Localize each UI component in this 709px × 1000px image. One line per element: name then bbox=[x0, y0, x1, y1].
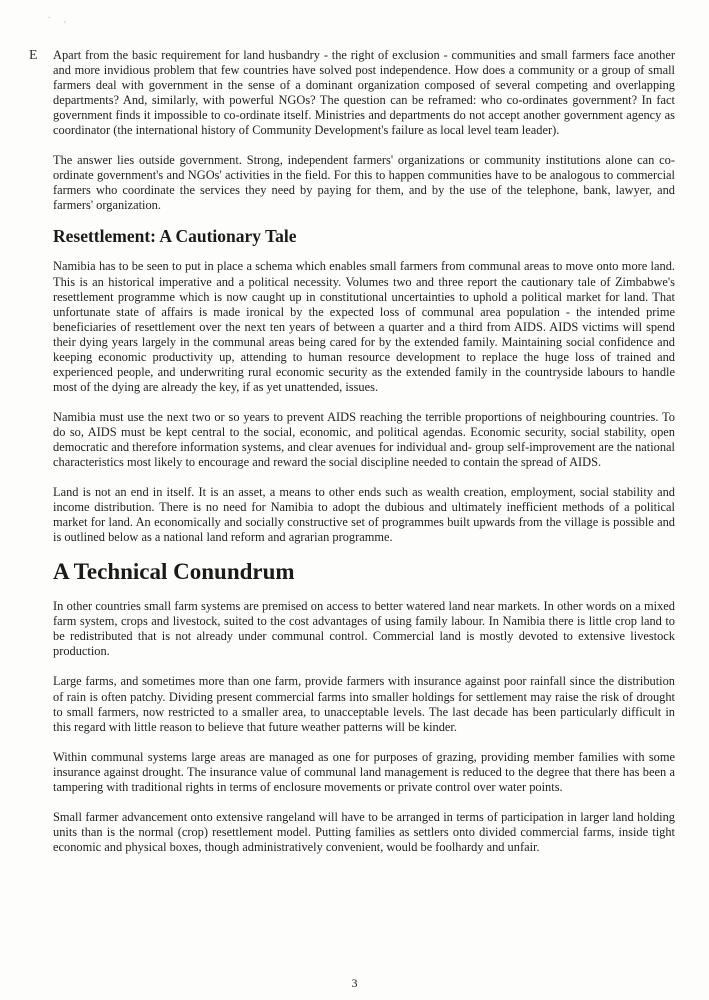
page-number: 3 bbox=[351, 976, 358, 990]
paragraph-communal-systems: Within communal systems large areas are managed as one for purposes of grazing, providing member families with some insurance against drought. The insurance value of communal land management is reduced to the degree that there has been a tampering with traditional rights in terms of enclosure movements or private control over water points. bbox=[53, 749, 675, 794]
paragraph-small-farmer-advancement: Small farmer advancement onto extensive rangeland will have to be arranged in terms of participation in larger land holding units than is the normal (crop) resettlement model. Putting families as settlers onto divided commercial farms, inside tight economic and physical boxes, though administratively convenient, would be foolhardy and unfair. bbox=[53, 809, 675, 854]
margin-mark: E bbox=[29, 48, 38, 63]
scan-speck: . bbox=[48, 10, 51, 21]
page-content bbox=[53, 48, 675, 855]
scan-speck: ' bbox=[64, 20, 66, 31]
paragraph-small-farm-systems: In other countries small farm systems are premised on access to better watered land near markets. In other words on a mixed farm system, crops and livestock, suited to the cost advantages of using family labour. In Namibia there is little crop land to be redistributed that is not already under communal control. Commercial land is mostly devoted to extensive livestock production. bbox=[53, 599, 675, 659]
paragraph-answer: The answer lies outside government. Strong, independent farmers' organizations or community institutions alone can co-ordinate government's and NGOs' activities in the field. For this to happen communities have to be analogous to commercial farmers who coordinate the services they need by paying for them, and by the use of the telephone, bank, lawyer, and farmers' organization. bbox=[53, 153, 675, 213]
heading-resettlement: Resettlement: A Cautionary Tale bbox=[53, 226, 297, 247]
paragraph-coordination: Apart from the basic requirement for land husbandry - the right of exclusion - communities and small farmers face another and more invidious problem that few countries have solved post independence. How does a community or a group of small farmers deal with government in the sense of a dominant organization composed of several competing and overlapping departments? And, similarly, with powerful NGOs? The question can be reframed: who co-ordinates government? In fact government finds it impossible to co-ordinate itself. Ministries and departments do not accept another government agency as coordinator (the international history of Community Development's failure as local level team leader). bbox=[53, 48, 675, 138]
paragraph-large-farms: Large farms, and sometimes more than one farm, provide farmers with insurance against poor rainfall since the distribution of rain is often patchy. Dividing present commercial farms into smaller holdings for settlement may raise the risk of drought to small farmers, now restricted to a smaller area, to unacceptable levels. The last decade has been particularly difficult in this regard with little reason to believe that future weather patterns will be kinder. bbox=[53, 674, 675, 734]
paragraph-aids: Namibia must use the next two or so years to prevent AIDS reaching the terrible proportions of neighbouring countries. To do so, AIDS must be kept central to the social, economic, and political agendas. Economic security, social stability, open democratic and therefore information systems, and clear avenues for individual and- group self-improvement are the national characteristics most likely to encourage and reward the social discipline needed to contain the spread of AIDS. bbox=[53, 409, 675, 470]
paragraph-namibia-schema: Namibia has to be seen to put in place a schema which enables small farmers from communal areas to move onto more land. This is an historical imperative and a political necessity. Volumes two and three report the cautionary tale of Zimbabwe's resettlement programme which is now caught up in constitutional uncertainties to uphold a political market for land. That unfortunate state of affairs is made ironical by the expected loss of communal area population - the intended prime beneficiaries of resettlement over the next ten years of between a quarter and a third from AIDS. AIDS victims will spend their dying years largely in the communal areas being cared for by the extended family. Maintaining social confidence and keeping economic productivity up, attending to human resource development to replace the huge loss of trained and experienced people, and underwriting rural economic security as the extended family in the countryside labours to handle most of the dying are already the key, if as yet unattended, issues. bbox=[53, 259, 675, 394]
heading-technical-conundrum: A Technical Conundrum bbox=[53, 559, 295, 585]
paragraph-land-asset: Land is not an end in itself. It is an asset, a means to other ends such as wealth creation, employment, social stability and income distribution. There is no need for Namibia to adopt the dubious and ultimately inefficient methods of a political market for land. An economically and socially constructive set of programmes built upwards from the village is possible and is outlined below as a national land reform and agrarian programme. bbox=[53, 485, 675, 545]
